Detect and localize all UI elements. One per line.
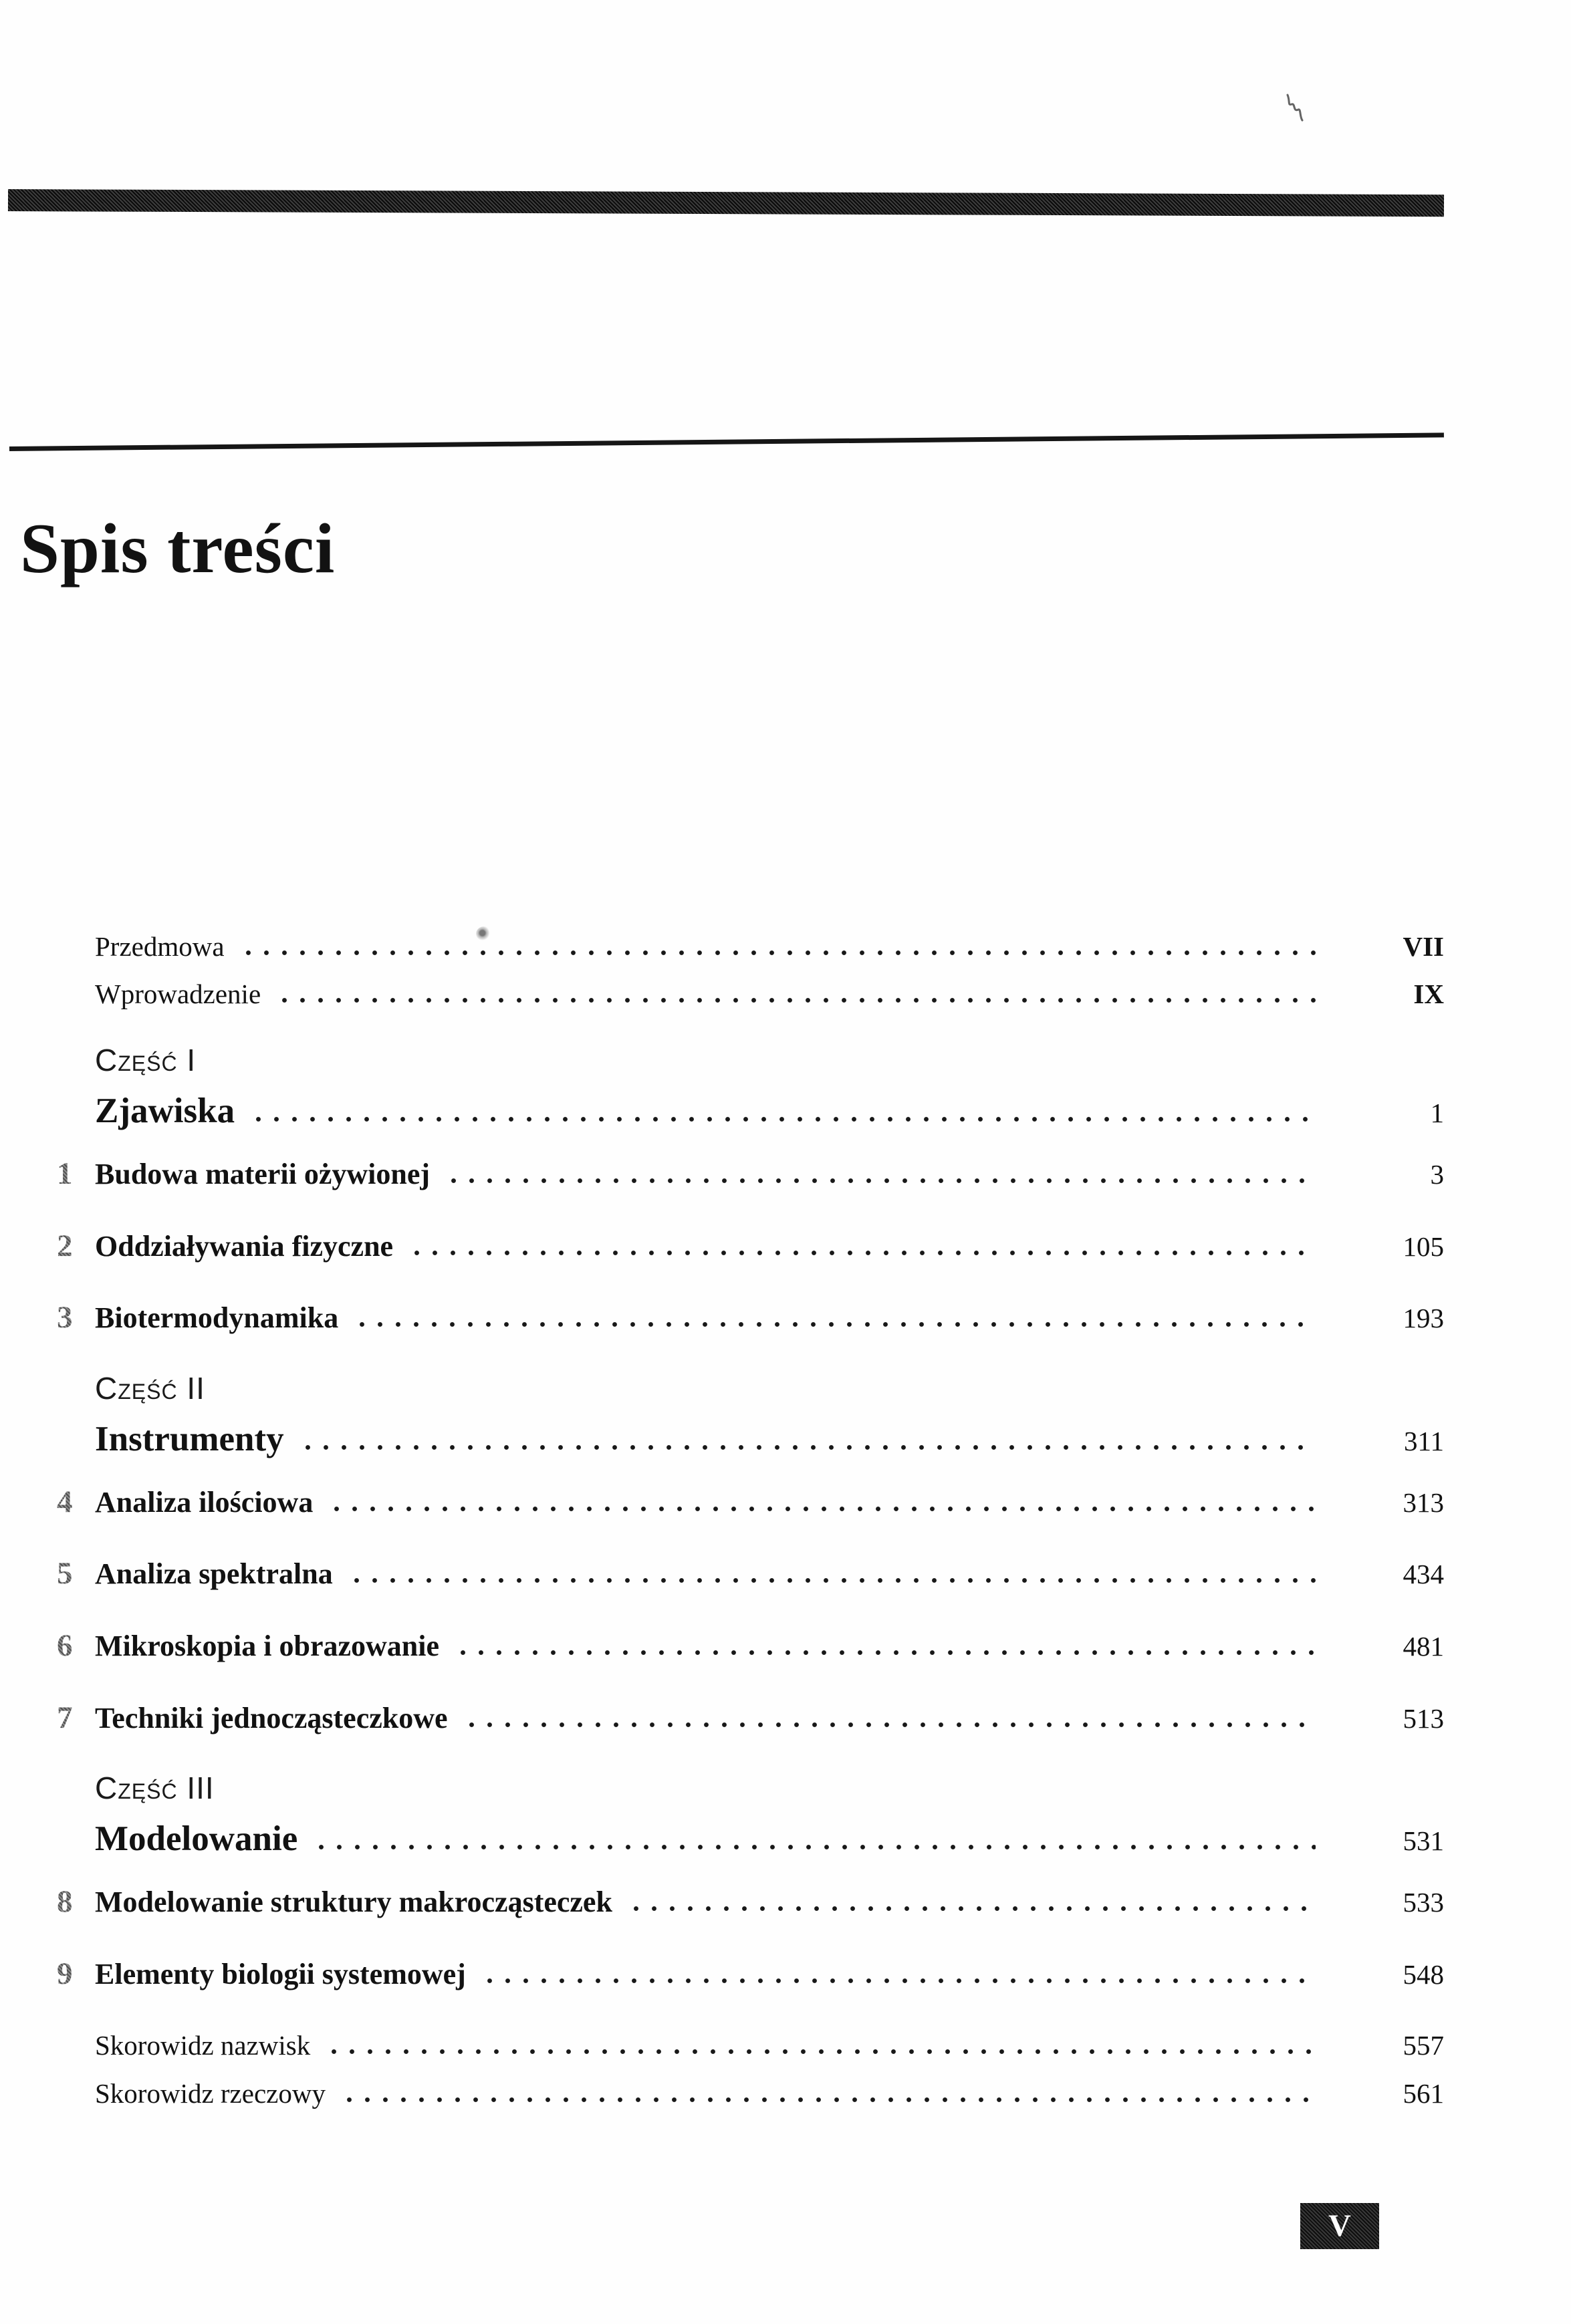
chapter-number: 4 <box>57 1485 95 1520</box>
toc-entry <box>57 2078 1444 2109</box>
part-title: Modelowanie <box>95 1819 298 1859</box>
page-number: 3 <box>1430 1158 1444 1190</box>
page-number: 513 <box>1403 1702 1444 1734</box>
toc-entry-label: Analiza spektralna <box>95 1557 333 1591</box>
page-number: 434 <box>1403 1559 1444 1590</box>
toc-entry <box>57 1093 1444 1130</box>
toc-entry <box>57 1885 1444 1920</box>
toc-entry-label: Mikroskopia i obrazowanie <box>95 1630 440 1662</box>
header-rule-thin <box>9 432 1444 451</box>
chapter-number: 8 <box>57 1885 95 1920</box>
toc-entry-label: Elementy biologii systemowej <box>95 1957 466 1990</box>
part-title: Zjawiska <box>95 1091 235 1131</box>
toc-entry <box>57 1485 1444 1520</box>
part-label: Część I <box>95 1043 197 1078</box>
toc-entry <box>57 1701 1444 1736</box>
dot-leader <box>461 1721 1316 1728</box>
dot-leader <box>326 1505 1316 1512</box>
toc-entry <box>57 979 1444 1010</box>
page-number: 561 <box>1403 2077 1444 2109</box>
page-number: 533 <box>1403 1887 1444 1918</box>
toc-entry <box>57 1821 1444 1858</box>
chapter-number: 2 <box>57 1229 95 1264</box>
page-number: 531 <box>1403 1825 1444 1857</box>
page-number: VII <box>1403 931 1444 962</box>
chapter-number: 1 <box>57 1157 95 1192</box>
page-number-badge <box>1300 2203 1379 2249</box>
toc-entry-label: Budowa materii ożywionej <box>95 1157 431 1190</box>
dot-leader <box>406 1249 1316 1256</box>
chapter-number: 7 <box>57 1701 95 1736</box>
toc-entry-label: Techniki jednocząsteczkowe <box>95 1701 448 1734</box>
dot-leader <box>311 1843 1316 1850</box>
toc-entry <box>57 931 1444 962</box>
toc-list <box>57 931 1444 2125</box>
page-number-badge-label: V <box>1328 2208 1351 2243</box>
dot-leader <box>352 1321 1316 1327</box>
toc-entry-label: Wprowadzenie <box>95 979 261 1010</box>
toc-entry <box>57 1421 1444 1458</box>
toc-entry-label: Skorowidz nazwisk <box>95 2030 311 2061</box>
toc-entry-label: Skorowidz rzeczowy <box>95 2077 326 2109</box>
page-number: 1 <box>1430 1098 1444 1129</box>
part-title: Instrumenty <box>95 1419 284 1458</box>
dot-leader <box>346 1577 1316 1583</box>
dot-leader <box>238 949 1316 956</box>
toc-part-label-row <box>57 1043 1444 1078</box>
toc-entry <box>57 1229 1444 1264</box>
page-number: 193 <box>1403 1303 1444 1334</box>
page-number: 313 <box>1403 1487 1444 1518</box>
toc-entry <box>57 2030 1444 2061</box>
toc-entry-label: Oddziaływania fizyczne <box>95 1229 394 1263</box>
page-number: 481 <box>1403 1631 1444 1662</box>
page-number: IX <box>1413 979 1444 1010</box>
chapter-number: 3 <box>57 1301 95 1335</box>
dot-leader <box>479 1977 1316 1984</box>
toc-part-label-row <box>57 1771 1444 1806</box>
chapter-number: 5 <box>57 1557 95 1591</box>
toc-entry <box>57 1957 1444 1992</box>
dot-leader <box>339 2096 1316 2103</box>
toc-entry-label: Modelowanie struktury makrocząsteczek <box>95 1886 612 1919</box>
chapter-number: 6 <box>57 1629 95 1664</box>
toc-entry-label: Analiza ilościowa <box>95 1485 314 1519</box>
dot-leader <box>297 1444 1316 1450</box>
toc-entry-label: Biotermodynamika <box>95 1301 339 1335</box>
toc-entry <box>57 1557 1444 1591</box>
toc-entry <box>57 1157 1444 1192</box>
dot-leader <box>443 1177 1316 1184</box>
page-title: Spis treści <box>20 509 336 588</box>
dot-leader <box>274 997 1316 1003</box>
part-label: Część II <box>95 1370 205 1406</box>
dot-leader <box>324 2048 1316 2055</box>
header-rule-thick <box>8 189 1444 217</box>
page-number: 105 <box>1403 1231 1444 1262</box>
toc-part-label-row <box>57 1370 1444 1406</box>
part-label: Część III <box>95 1771 215 1806</box>
toc-entry <box>57 1629 1444 1664</box>
corner-smudge <box>1284 92 1306 123</box>
toc-entry <box>57 1301 1444 1335</box>
dot-leader <box>626 1905 1316 1912</box>
dot-leader <box>453 1649 1316 1656</box>
page-number: 557 <box>1403 2030 1444 2061</box>
chapter-number: 9 <box>57 1957 95 1992</box>
toc-entry-label: Przedmowa <box>95 931 225 962</box>
page-number: 311 <box>1404 1425 1444 1456</box>
dot-leader <box>248 1116 1316 1122</box>
page-number: 548 <box>1403 1958 1444 1990</box>
